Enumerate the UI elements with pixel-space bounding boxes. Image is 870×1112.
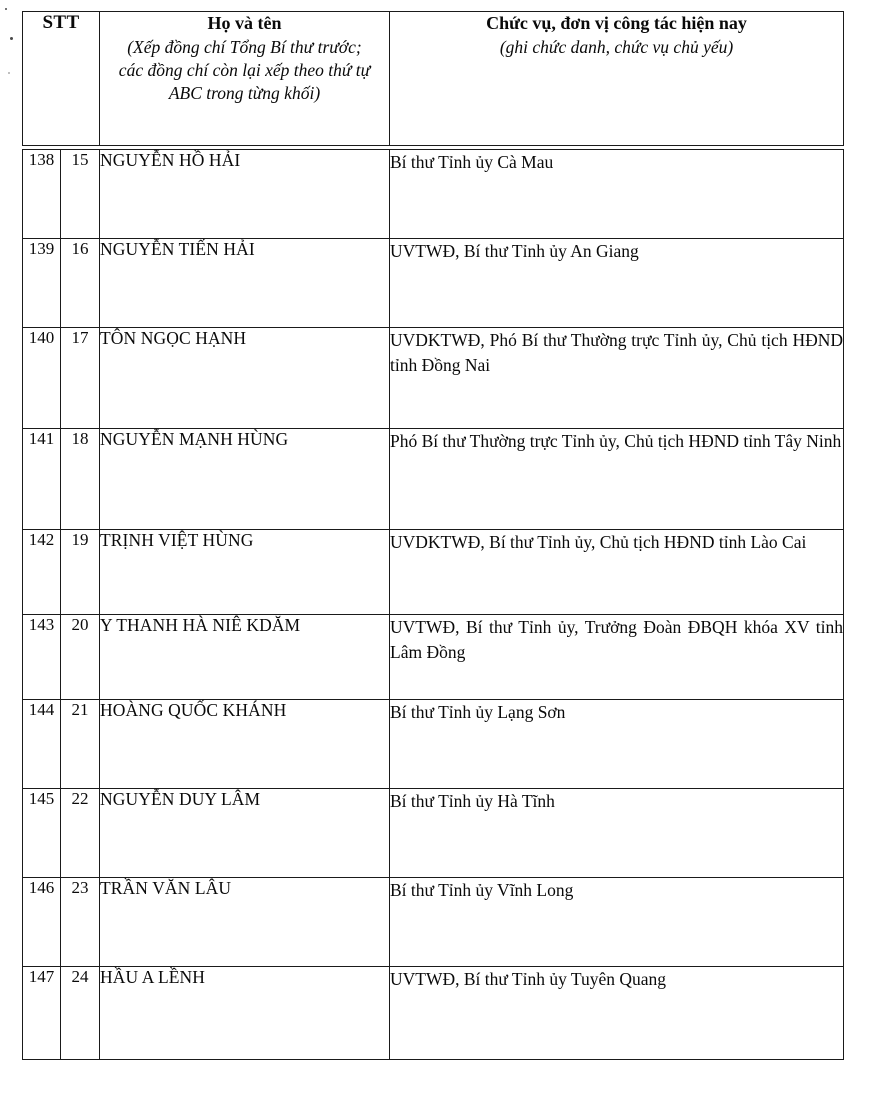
subtitle-line: (Xếp đồng chí Tổng Bí thư trước; [127, 37, 362, 58]
cell-role [390, 530, 844, 615]
cell-role [390, 429, 844, 530]
table-row [23, 239, 844, 328]
subtitle-line: các đồng chí còn lại xếp theo thứ tự [118, 60, 371, 81]
cell-stt: 140 [23, 328, 61, 429]
role-line: UVDKTWĐ, Phó Bí thư Thường trực Tỉnh ủy, Chủ tịch HĐND [390, 330, 843, 350]
cell-name: NGUYỄN TIẾN HẢI [100, 239, 390, 328]
column-header-role [390, 12, 844, 146]
cell-name: HOÀNG QUỐC KHÁNH [100, 700, 390, 789]
table-row [23, 530, 844, 615]
cell-index: 17 [61, 328, 100, 429]
table-row [23, 878, 844, 967]
scan-artifact-dot [10, 37, 13, 40]
column-header-stt: STT [23, 12, 100, 146]
table-row [23, 789, 844, 878]
cell-name: HẦU A LỀNH [100, 967, 390, 1060]
table-row [23, 429, 844, 530]
role-line: Bí thư Tỉnh ủy Hà Tĩnh [390, 791, 555, 811]
role-line: Phó Bí thư Thường trực Tỉnh ủy, Chủ tịch HĐND tỉnh Tây Ninh [390, 431, 842, 451]
cell-index: 20 [61, 615, 100, 700]
table-header [22, 11, 844, 146]
role-line: Lâm Đồng [390, 641, 466, 662]
cell-stt: 142 [23, 530, 61, 615]
cell-stt: 139 [23, 239, 61, 328]
cell-role [390, 789, 844, 878]
cell-role [390, 150, 844, 239]
cell-name: Y THANH HÀ NIÊ KDĂM [100, 615, 390, 700]
cell-index: 15 [61, 150, 100, 239]
subtitle-line: ABC trong từng khối) [168, 82, 321, 103]
table-row [23, 967, 844, 1060]
table-body [22, 149, 844, 1060]
cell-index: 18 [61, 429, 100, 530]
cell-name: NGUYỄN MẠNH HÙNG [100, 429, 390, 530]
cell-role [390, 700, 844, 789]
role-line: tỉnh Đồng Nai [390, 354, 491, 375]
cell-index: 23 [61, 878, 100, 967]
cell-stt: 144 [23, 700, 61, 789]
role-line: Bí thư Tỉnh ủy Lạng Sơn [390, 702, 566, 722]
cell-role [390, 615, 844, 700]
cell-index: 24 [61, 967, 100, 1060]
table-row [23, 328, 844, 429]
cell-role [390, 239, 844, 328]
cell-role [390, 328, 844, 429]
scan-artifact-dot [8, 72, 10, 74]
table-row [23, 615, 844, 700]
cell-index: 19 [61, 530, 100, 615]
cell-role [390, 878, 844, 967]
role-line: UVDKTWĐ, Bí thư Tỉnh ủy, Chủ tịch HĐND tỉnh Lào Cai [390, 532, 807, 552]
cell-name: NGUYỄN DUY LÂM [100, 789, 390, 878]
role-line: Bí thư Tỉnh ủy Cà Mau [390, 152, 554, 172]
scan-artifact-dot [5, 8, 7, 10]
cell-stt: 138 [23, 150, 61, 239]
column-header-name [100, 12, 390, 146]
cell-name: TRẦN VĂN LÂU [100, 878, 390, 967]
role-line: UVTWĐ, Bí thư Tỉnh ủy Tuyên Quang [390, 969, 667, 989]
cell-name: NGUYỄN HỒ HẢI [100, 150, 390, 239]
cell-stt: 143 [23, 615, 61, 700]
cell-index: 16 [61, 239, 100, 328]
role-line: UVTWĐ, Bí thư Tỉnh ủy, Trưởng Đoàn ĐBQH khóa XV tỉnh [390, 617, 843, 637]
column-header-name-title: Họ và tên [207, 13, 282, 33]
cell-stt: 145 [23, 789, 61, 878]
column-header-role-subtitle: (ghi chức danh, chức vụ chủ yếu) [499, 37, 734, 58]
header-row [23, 12, 844, 146]
cell-index: 22 [61, 789, 100, 878]
cell-stt: 147 [23, 967, 61, 1060]
table-row [23, 700, 844, 789]
cell-stt: 141 [23, 429, 61, 530]
cell-index: 21 [61, 700, 100, 789]
column-header-role-title: Chức vụ, đơn vị công tác hiện nay [486, 13, 747, 33]
table-row [23, 150, 844, 239]
cell-stt: 146 [23, 878, 61, 967]
role-line: UVTWĐ, Bí thư Tỉnh ủy An Giang [390, 241, 639, 261]
cell-role [390, 967, 844, 1060]
role-line: Bí thư Tỉnh ủy Vĩnh Long [390, 880, 574, 900]
document-page [22, 11, 843, 1060]
cell-name: TÔN NGỌC HẠNH [100, 328, 390, 429]
cell-name: TRỊNH VIỆT HÙNG [100, 530, 390, 615]
column-header-name-subtitle [100, 36, 389, 104]
